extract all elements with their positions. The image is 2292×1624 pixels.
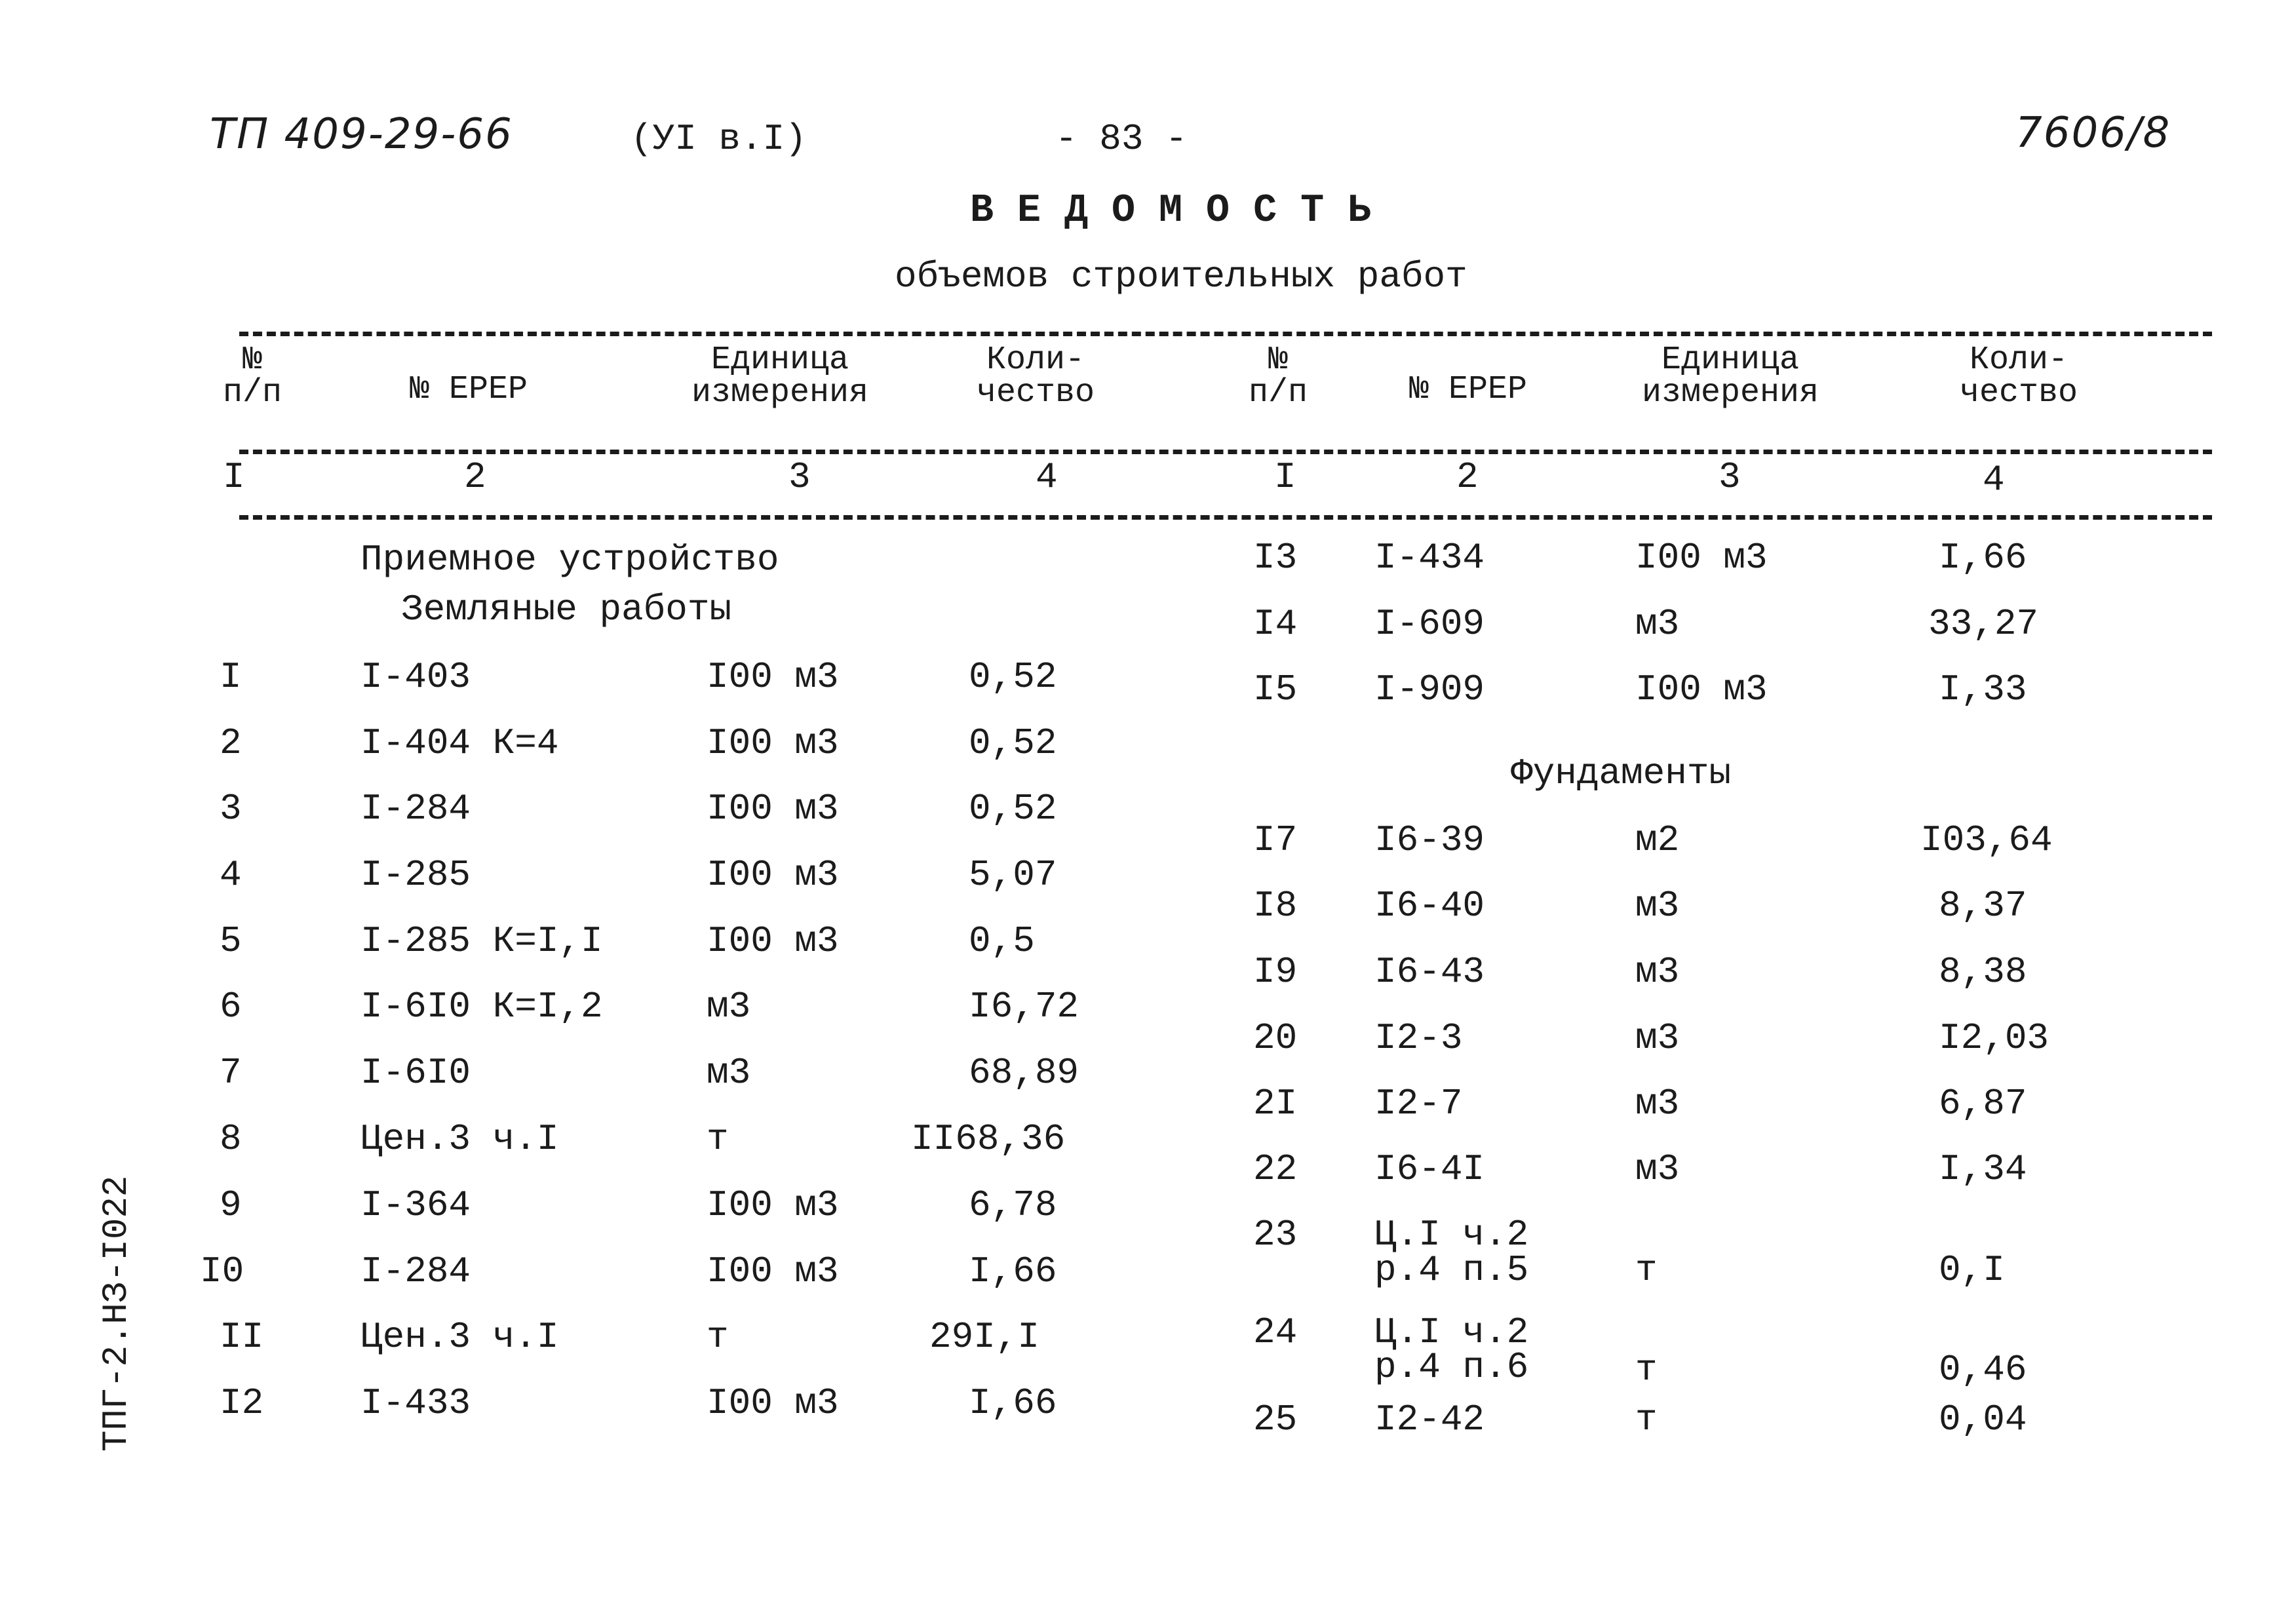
row-code: I6-39	[1374, 819, 1485, 861]
row-unit: м3	[1635, 1017, 1680, 1059]
row-quantity: I,66	[969, 1250, 1057, 1292]
row-quantity: 0,52	[969, 722, 1057, 764]
row-code: I2-42	[1374, 1399, 1485, 1440]
row-number: I0	[200, 1250, 244, 1292]
row-code: I-909	[1374, 668, 1485, 710]
row-code: Цен.3 ч.I	[360, 1316, 559, 1358]
row-code: I-433	[360, 1382, 471, 1424]
column-number: 2	[1456, 456, 1479, 498]
row-number: 20	[1253, 1017, 1298, 1059]
row-unit: I00 м3	[707, 1184, 839, 1226]
row-quantity: I,33	[1939, 668, 2027, 710]
row-code: I-284	[360, 788, 471, 830]
row-quantity: I,66	[1939, 537, 2027, 579]
row-quantity: 0,04	[1939, 1399, 2027, 1440]
row-unit: I00 м3	[707, 722, 839, 764]
row-unit: т	[707, 1316, 729, 1358]
row-quantity: 0,52	[969, 788, 1057, 830]
row-quantity: 0,5	[969, 920, 1035, 962]
row-quantity: II68,36	[911, 1118, 1066, 1160]
side-stamp: ТПГ-2.НЗ-I022	[97, 1175, 137, 1452]
row-quantity: 0,I	[1939, 1249, 2005, 1291]
column-number: I	[223, 456, 245, 498]
column-header-left-unit: Единица измерения	[691, 341, 869, 412]
row-quantity: 8,37	[1939, 885, 2027, 927]
row-number: I5	[1253, 668, 1298, 710]
row-code: I-609	[1374, 603, 1485, 645]
table-header-rule	[239, 450, 2212, 454]
row-code: I-6I0	[360, 1052, 471, 1094]
column-header-right-code: № ЕРЕР	[1408, 371, 1528, 408]
row-code: Ц.I ч.2	[1374, 1311, 1529, 1353]
row-unit: I00 м3	[707, 854, 839, 896]
row-unit: м3	[1635, 603, 1680, 645]
row-number: I9	[1253, 951, 1298, 993]
row-code: I-285 К=I,I	[360, 920, 603, 962]
page-number: - 83 -	[1055, 118, 1188, 160]
row-number: I7	[1253, 819, 1298, 861]
sheet-code: 7606/8	[2015, 109, 2171, 157]
row-number: 3	[220, 788, 242, 830]
row-unit: м3	[707, 986, 751, 1028]
row-number: 7	[220, 1052, 242, 1094]
table-top-rule	[239, 332, 2212, 336]
row-code: I6-4I	[1374, 1148, 1485, 1190]
row-quantity: I2,03	[1939, 1017, 2049, 1059]
document-volume: (УI в.I)	[631, 118, 807, 160]
row-quantity: 5,07	[969, 854, 1057, 896]
row-number: 2	[220, 722, 242, 764]
row-code-continuation: р.4 п.6	[1374, 1346, 1529, 1388]
row-number: I8	[1253, 885, 1298, 927]
column-number: 4	[1036, 456, 1058, 498]
row-number: 23	[1253, 1214, 1298, 1256]
section-title: Фундаменты	[1511, 752, 1732, 794]
row-code: I-404 К=4	[360, 722, 559, 764]
column-header-right-quantity: Коли- чество	[1959, 341, 2078, 412]
table-numbers-rule	[239, 515, 2212, 520]
row-number: 22	[1253, 1148, 1298, 1190]
row-unit: I00 м3	[1635, 668, 1768, 710]
row-unit: м3	[707, 1052, 751, 1094]
row-quantity: I6,72	[969, 986, 1079, 1028]
row-quantity: I,34	[1939, 1148, 2027, 1190]
row-code: I6-43	[1374, 951, 1485, 993]
row-quantity: 29I,I	[929, 1316, 1040, 1358]
row-unit: м3	[1635, 951, 1680, 993]
row-unit: м3	[1635, 1083, 1680, 1125]
row-quantity: 0,52	[969, 656, 1057, 698]
row-quantity: 6,87	[1939, 1083, 2027, 1125]
row-code: Цен.3 ч.I	[360, 1118, 559, 1160]
row-unit: м3	[1635, 885, 1680, 927]
row-number: I2	[220, 1382, 264, 1424]
row-number: II	[220, 1316, 264, 1358]
row-code: Ц.I ч.2	[1374, 1214, 1529, 1256]
column-number: 2	[464, 456, 486, 498]
row-number: 24	[1253, 1311, 1298, 1353]
column-header-left-number: № п/п	[222, 341, 282, 412]
row-number: 6	[220, 986, 242, 1028]
row-code: I-364	[360, 1184, 471, 1226]
row-unit: м2	[1635, 819, 1680, 861]
row-unit: I00 м3	[707, 1382, 839, 1424]
column-header-left-code: № ЕРЕР	[409, 371, 528, 408]
row-number: I4	[1253, 603, 1298, 645]
row-code: I-6I0 К=I,2	[360, 986, 603, 1028]
row-unit: т	[1635, 1249, 1658, 1291]
row-number: 2I	[1253, 1083, 1298, 1125]
row-unit: I00 м3	[707, 656, 839, 698]
row-code: I-403	[360, 656, 471, 698]
column-header-right-number: № п/п	[1248, 341, 1308, 412]
row-unit: т	[1635, 1399, 1658, 1440]
row-quantity: 33,27	[1928, 603, 2039, 645]
column-number: 3	[788, 456, 811, 498]
row-code: I-434	[1374, 537, 1485, 579]
row-unit: м3	[1635, 1148, 1680, 1190]
row-code: I-284	[360, 1250, 471, 1292]
row-number: I3	[1253, 537, 1298, 579]
row-unit: I00 м3	[707, 1250, 839, 1292]
row-unit: I00 м3	[707, 788, 839, 830]
row-quantity: I03,64	[1920, 819, 2053, 861]
row-quantity: 6,78	[969, 1184, 1057, 1226]
row-number: 5	[220, 920, 242, 962]
row-unit: т	[707, 1118, 729, 1160]
row-quantity: I,66	[969, 1382, 1057, 1424]
row-unit: т	[1635, 1349, 1658, 1391]
row-quantity: 68,89	[969, 1052, 1079, 1094]
row-number: 4	[220, 854, 242, 896]
column-number: 4	[1983, 459, 2005, 501]
section-subtitle: Земляные работы	[401, 589, 732, 630]
row-unit: I00 м3	[707, 920, 839, 962]
column-header-left-quantity: Коли- чество	[976, 341, 1095, 412]
page-subtitle: объемов строительных работ	[895, 256, 1467, 298]
page-title: В Е Д О М О С Т Ь	[970, 189, 1372, 233]
column-number: I	[1274, 456, 1296, 498]
row-number: 8	[220, 1118, 242, 1160]
row-number: I	[220, 656, 242, 698]
row-code: I2-7	[1374, 1083, 1463, 1125]
column-header-right-unit: Единица измерения	[1641, 341, 1819, 412]
row-code-continuation: р.4 п.5	[1374, 1249, 1529, 1291]
row-quantity: 8,38	[1939, 951, 2027, 993]
row-code: I6-40	[1374, 885, 1485, 927]
row-number: 9	[220, 1184, 242, 1226]
row-quantity: 0,46	[1939, 1349, 2027, 1391]
row-number: 25	[1253, 1399, 1298, 1440]
row-unit: I00 м3	[1635, 537, 1768, 579]
document-code: ТП 409-29-66	[210, 110, 513, 159]
column-number: 3	[1719, 456, 1741, 498]
section-title: Приемное устройство	[360, 539, 779, 581]
row-code: I2-3	[1374, 1017, 1463, 1059]
row-code: I-285	[360, 854, 471, 896]
